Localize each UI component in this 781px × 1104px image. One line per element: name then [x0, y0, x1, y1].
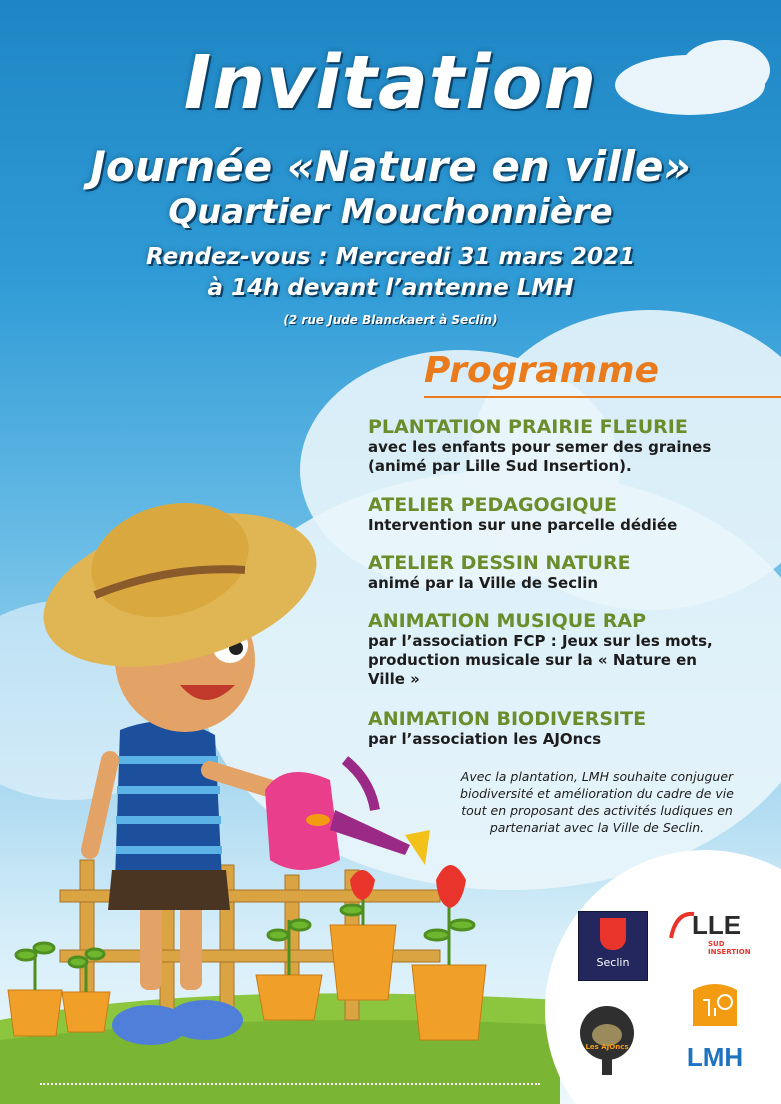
lille-logo-text: LLE [692, 910, 742, 940]
programme-item-text: par l’association FCP : Jeux sur les mots, [368, 632, 713, 650]
lmh-logo [680, 982, 750, 1077]
lmh-emblem-icon [687, 982, 743, 1030]
programme-item-heading: ANIMATION MUSIQUE RAP [368, 610, 647, 632]
seclin-logo [578, 911, 648, 981]
ajoncs-logo [574, 1005, 640, 1077]
lille-logo-subtext: SUD INSERTION [708, 940, 751, 956]
meeting-place: à 14h devant l’antenne LMH [207, 275, 574, 301]
programme-item-text: avec les enfants pour semer des graines [368, 438, 712, 456]
programme-title: Programme [424, 350, 660, 391]
programme-item-text: (animé par Lille Sud Insertion). [368, 457, 632, 475]
programme-item-heading: ATELIER PEDAGOGIQUE [368, 494, 617, 516]
note-line: biodiversité et amélioration du cadre de vie [460, 786, 734, 801]
watering-can [265, 760, 430, 870]
bottom-dotted-rule [40, 1083, 540, 1085]
programme-item-text: par l’association les AJOncs [368, 730, 602, 748]
meeting-date: Rendez-vous : Mercredi 31 mars 2021 [146, 244, 635, 270]
poster-title: Invitation [183, 40, 598, 126]
note-line: tout en proposant des activités ludiques en [461, 803, 733, 818]
garden-illustration [0, 480, 560, 1104]
programme-item-text: production musicale sur la « Nature en [368, 651, 697, 669]
seclin-logo-text: Seclin [596, 956, 630, 969]
lille-sud-insertion-logo [668, 908, 763, 956]
tree-icon [574, 1005, 640, 1077]
seclin-crest-icon [600, 918, 626, 950]
district-name: Quartier Mouchonnière [168, 192, 613, 232]
programme-item-heading: ATELIER DESSIN NATURE [368, 552, 631, 574]
note-line: Avec la plantation, LMH souhaite conjuguer [460, 769, 734, 784]
meeting-address: (2 rue Jude Blanckaert à Seclin) [283, 313, 498, 327]
programme-item [368, 416, 768, 476]
programme-divider [424, 396, 781, 398]
programme-item-text: Intervention sur une parcelle dédiée [368, 516, 678, 534]
note-line: partenariat avec la Ville de Seclin. [489, 820, 705, 835]
ajoncs-logo-text: Les AJOncs [585, 1043, 629, 1051]
programme-item-heading: ANIMATION BIODIVERSITE [368, 708, 647, 730]
programme-item-heading: PLANTATION PRAIRIE FLEURIE [368, 416, 688, 438]
event-name: Journée «Nature en ville» [90, 142, 691, 191]
programme-item-text: Ville » [368, 670, 420, 688]
lmh-logo-text: LMH [686, 1042, 744, 1072]
programme-item-text: animé par la Ville de Seclin [368, 574, 599, 592]
